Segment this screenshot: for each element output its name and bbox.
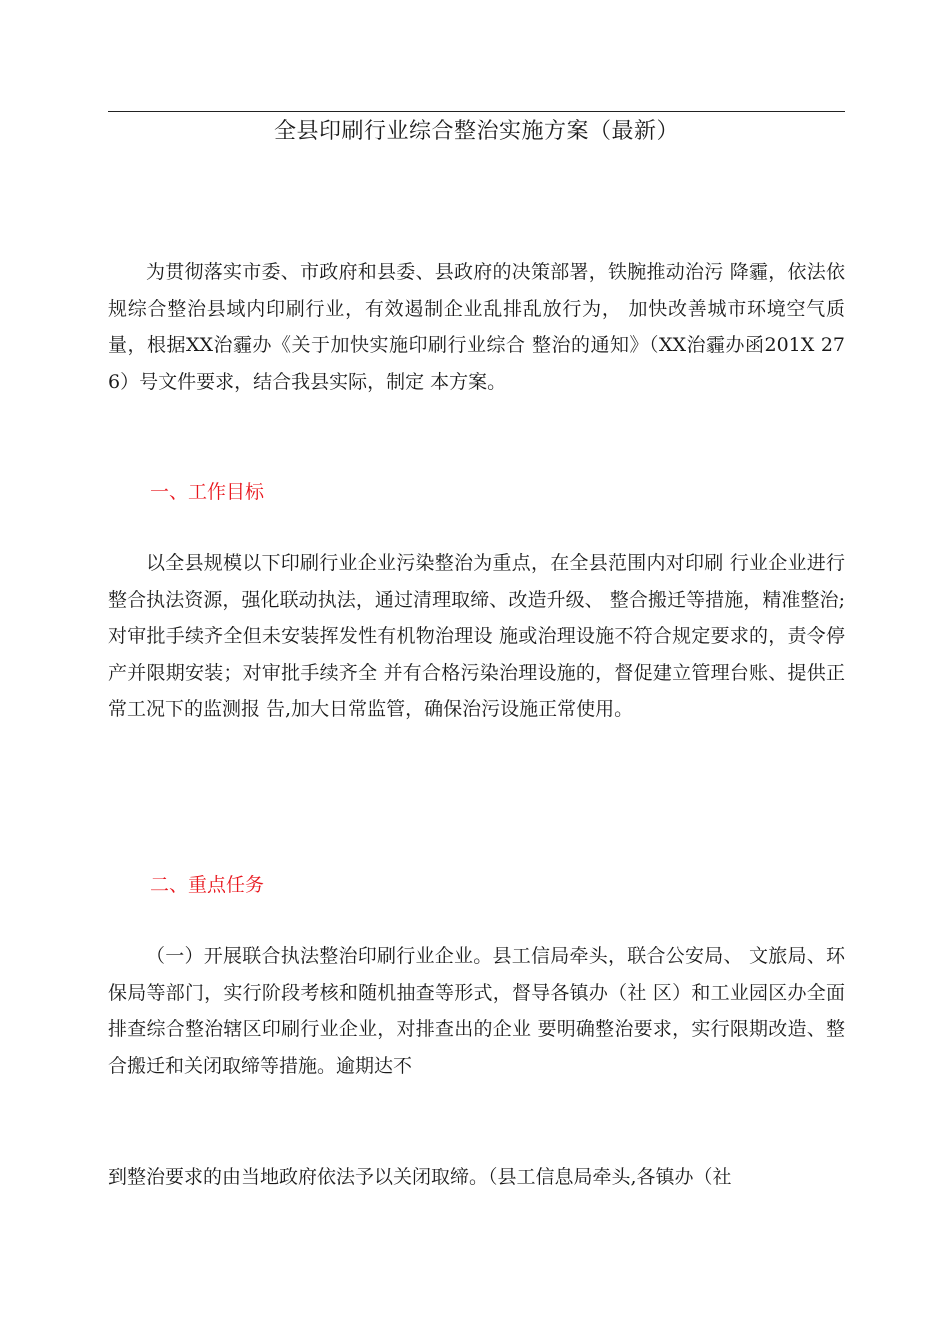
task-one-paragraph: （一）开展联合执法整治印刷行业企业。县工信局牵头，联合公安局、 文旅局、环保局等部门，实行阶段考核和随机抽查等形式，督导各镇办（社 区）和工业园区办全面排查综合整治辖区印刷行业企业，对排查出的企业 要明确整治要求，实行限期改造、整合搬迁和关闭取缔等措施。逾期达不 <box>108 945 845 1077</box>
task-one-continuation: 到整治要求的由当地政府依法予以关闭取缔。（县工信息局牵头,各镇办（社 <box>108 1166 732 1188</box>
top-rule <box>108 111 845 112</box>
section-heading-tasks: 二、重点任务 <box>150 874 265 896</box>
section-heading-goals: 一、工作目标 <box>150 481 265 503</box>
goals-paragraph: 以全县规模以下印刷行业企业污染整治为重点，在全县范围内对印刷 行业企业进行整合执法资源，强化联动执法，通过清理取缔、改造升级、 整合搬迁等措施，精准整治;对审批手续齐全但未安装挥发性有机物治理设 施或治理设施不符合规定要求的，责令停产并限期安装；对审批手续齐全 并有合格污染治理设施的，督促建立管理台账、提供正常工况下的监测报 告,加大日常监管，确保治污设施正常使用。 <box>108 552 845 720</box>
intro-paragraph: 为贯彻落实市委、市政府和县委、县政府的决策部署，铁腕推动治污 降霾，依法依规综合整治县域内印刷行业，有效遏制企业乱排乱放行为， 加快改善城市环境空气质量，根据XX治霾办《关于加快实施印刷行业综合 整治的通知》（XX治霾办函201X 276）号文件要求，结合我县实际，制定 本方案。 <box>108 261 845 393</box>
document-title: 全县印刷行业综合整治实施方案（最新） <box>273 119 679 144</box>
